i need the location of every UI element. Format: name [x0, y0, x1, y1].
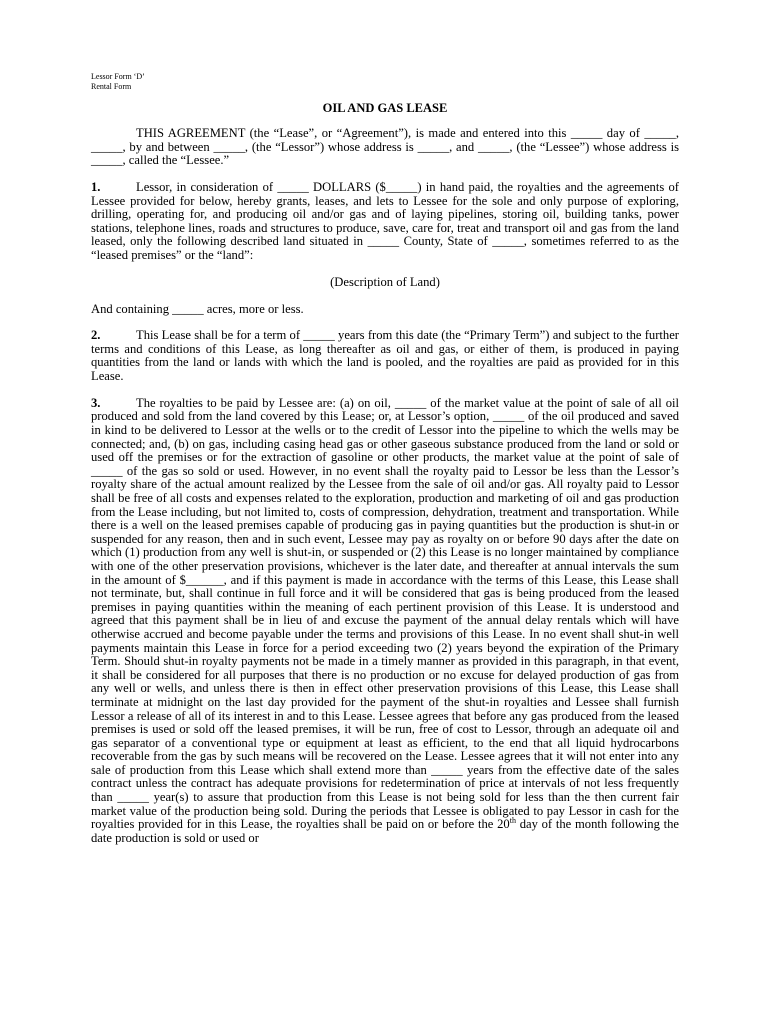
- intro-paragraph: [91, 127, 679, 168]
- section-1-number: 1.: [91, 179, 101, 194]
- section-2-number: 2.: [91, 328, 101, 343]
- intro-text: THIS AGREEMENT (the “Lease”, or “Agreement”), is made and entered into this _____ day of _____, _____, by and between _____, (the “Lessor”) whose address is _____, and _____, (the “Lessee”) whose address is _____, called the “Lessee.”: [91, 126, 679, 168]
- rental-form-label: Rental Form: [91, 82, 132, 91]
- section-3-superscript: th: [509, 816, 516, 826]
- document-title: OIL AND GAS LEASE: [322, 101, 448, 115]
- document-body: [91, 127, 679, 859]
- section-3: [91, 397, 679, 846]
- form-label: Lessor Form ‘D’: [91, 72, 145, 81]
- section-2: [91, 329, 679, 383]
- section-1: [91, 181, 679, 263]
- section-3-number: 3.: [91, 395, 101, 410]
- containing-acres: And containing _____ acres, more or less.: [91, 301, 304, 316]
- section-2-text: This Lease shall be for a term of _____ years from this date (the “Primary Term”) and subject to the further terms and conditions of this Lease, as long thereafter as oil and gas, or either of them, is produced in paying quantities from the land or lands with which the land is pooled, and the royalties are paid as provided for in this Lease.: [91, 328, 679, 384]
- section-3-text: The royalties to be paid by Lessee are: (a) on oil, _____ of the market value at the point of sale of all oil produced and sold from the land covered by this Lease; or, at Lessor’s option, _____ of the oil produced and saved in kind to be delivered to Lessor at the wells or to the credit of Lessor into the pipeline to which the wells may be connected; and, (b) on gas, including casing head gas or other gaseous substance produced from the land or sold or used off the premises or for the extraction of gasoline or other products, the market value at the point of sale of _____ of the gas so sold or used. However, in no event shall the royalty paid to Lessor be less than the Lessor’s royalty share of the actual amount realized by the Lessee from the sale of oil and/or gas. All royalty paid to Lessor shall be free of all costs and expenses related to the exploration, production and marketing of oil and gas production from the Lease including, but not limited to, costs of compression, dehydration, treatment and transportation. While there is a well on the leased premises capable of producing gas in paying quantities but the production is shut-in or suspended for any reason, then and in such event, Lessee may pay as royalty on or before 90 days after the date on which (1) production from any well is shut-in, or suspended or (2) this Lease is no longer maintained by compliance with one of the other preservation provisions, whichever is the later date, and thereafter at annual intervals the sum in the amount of $______, and if this payment is made in accordance with the terms of this Lease, this Lease shall not terminate, but, shall continue in full force and it will be considered that gas is being produced from the leased premises in paying quantities within the meaning of each pertinent provision of this Lease. It is understood and agreed that this payment shall be in lieu of and excuse the payment of the annual delay rentals which will have otherwise accrued and become payable under the terms and provisions of this Lease. In no event shall shut-in well payments maintain this Lease in force for a period exceeding two (2) years beyond the expiration of the Primary Term. Should shut-in royalty payments not be made in a timely manner as provided in this paragraph, in that event, it shall be considered for all purposes that there is no production or no excuse for delayed production of gas from any well or wells, and unless there is then in effect other preservation provisions of this Lease, this Lease shall terminate at midnight on the last day provided for the payment of the shut-in royalties and Lessee shall furnish Lessor a release of all of its interest in and to this Lease. Lessee agrees that before any gas produced from the leased premises is used or sold off the leased premises, it will be run, free of cost to Lessor, through an adequate oil and gas separator of a conventional type or equipment at least as efficient, to the end that all liquid hydrocarbons recoverable from the gas by such means will be recovered on the Lease. Lessee agrees that it will not enter into any sale of production from this Lease which shall extend more than _____ years from the effective date of the sales contract unless the contract has adequate provisions for redetermination of price at intervals of not less frequently than _____ year(s) to assure that production from this Lease is not being sold for less than the then current fair market value of the production being sold. During the periods that Lessee is obligated to pay Lessor in cash for the royalties provided for in this Lease, the royalties shall be paid on or before the 20: [91, 395, 679, 832]
- section-3-text-end: day of the month following the date production is sold or used or: [91, 817, 680, 845]
- description-of-land: (Description of Land): [330, 274, 440, 289]
- section-1-text: Lessor, in consideration of _____ DOLLARS ($_____) in hand paid, the royalties and the agreements of Lessee provided for below, hereby grants, leases, and lets to Lessee for the sole and only purpose of exploring, drilling, operating for, and producing oil and/or gas and of laying pipelines, storing oil, building tanks, power stations, telephone lines, roads and structures to produce, save, care for, treat and transport oil and gas from the land leased, only the following described land situated in _____ County, State of _____, sometimes referred to as the “leased premises” or the “land”:: [91, 179, 679, 262]
- form-header: [91, 72, 145, 92]
